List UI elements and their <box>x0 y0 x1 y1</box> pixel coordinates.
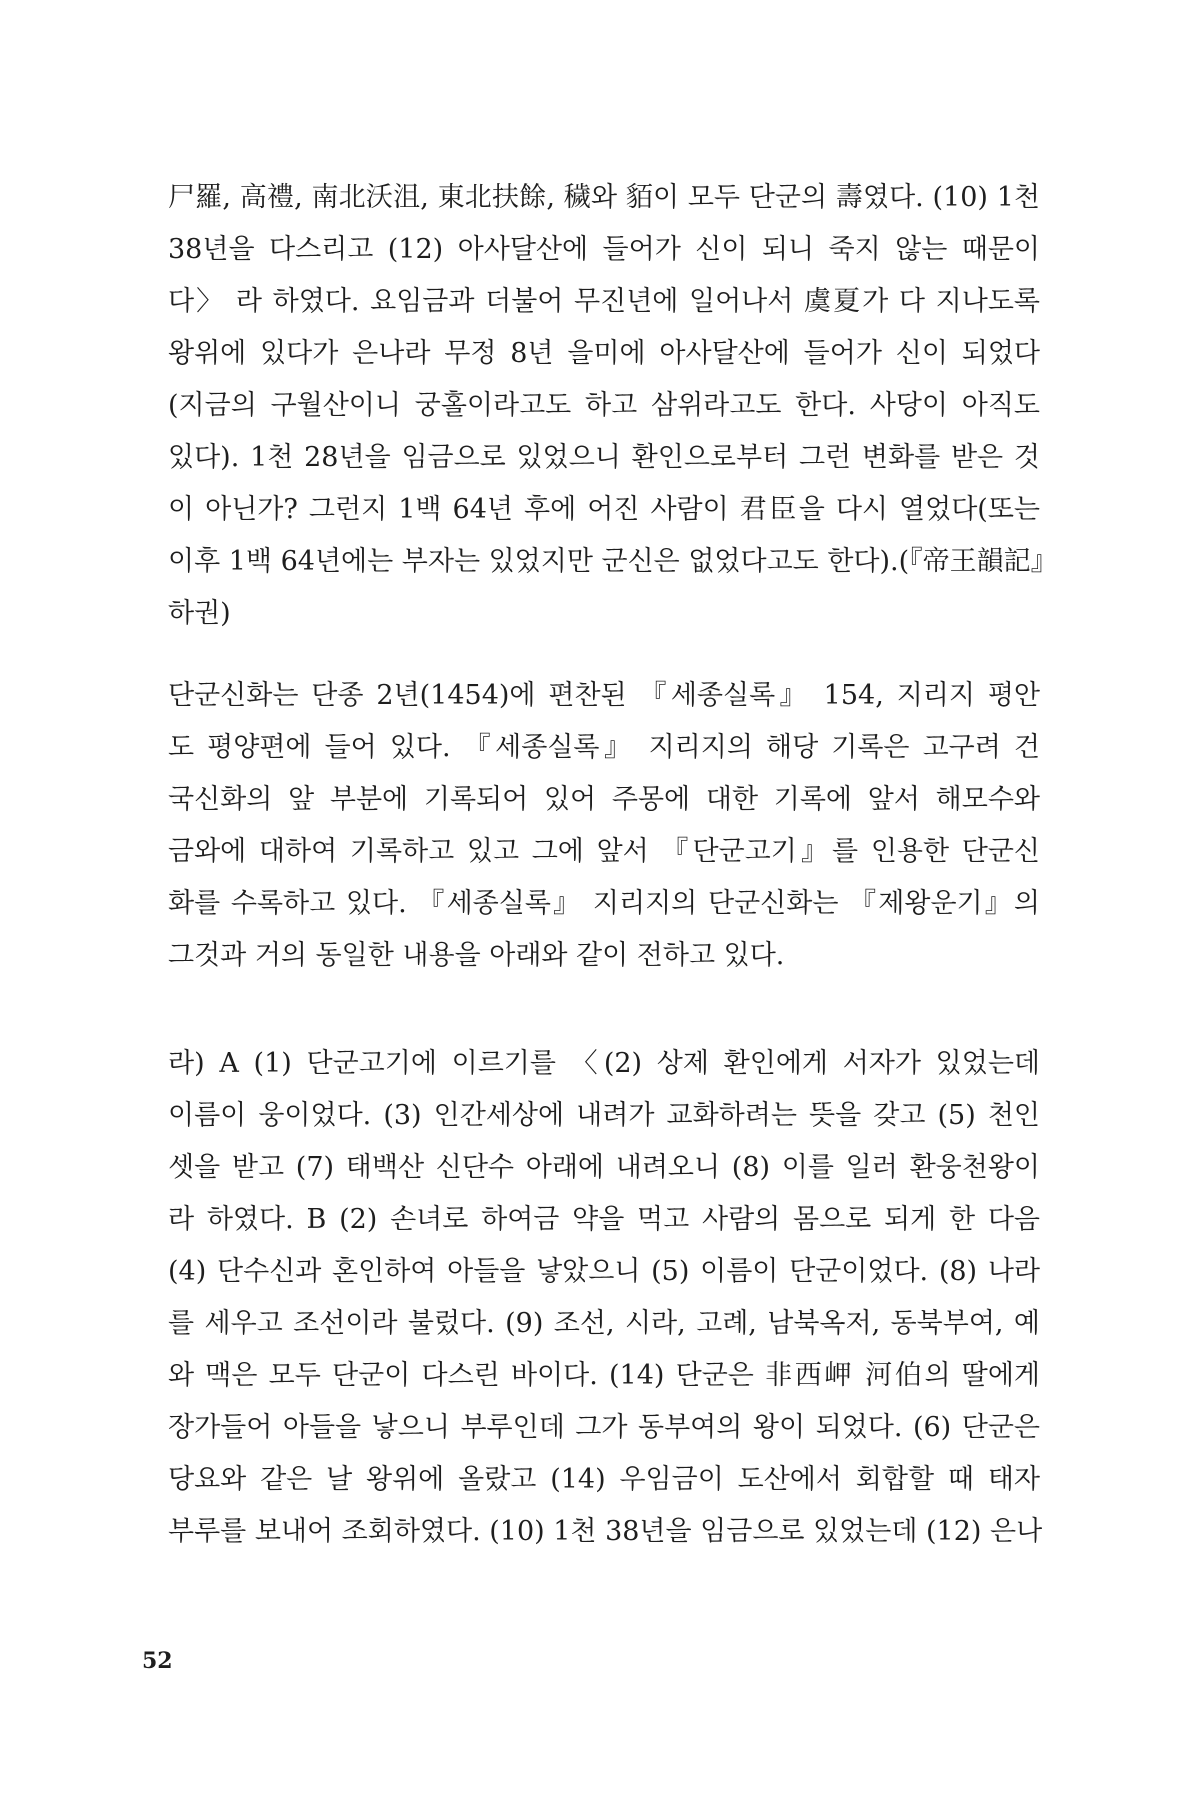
paragraph-jewang-ungi-continuation <box>168 172 1058 640</box>
text-line: 다〉 라 하였다. 요임금과 더불어 무진년에 일어나서 虞夏가 다 지나도록 <box>168 286 1040 317</box>
text-line: 하권) <box>168 598 231 629</box>
text-line: 왕위에 있다가 은나라 무정 8년 을미에 아사달산에 들어가 신이 되었다 <box>168 338 1040 369</box>
text-line: 단군신화는 단종 2년(1454)에 편찬된 『세종실록』 154, 지리지 평안 <box>168 680 1040 711</box>
text-line: 38년을 다스리고 (12) 아사달산에 들어가 신이 되니 죽지 않는 때문이 <box>168 234 1040 265</box>
text-line: 라 하였다. B (2) 손녀로 하여금 약을 먹고 사람의 몸으로 되게 한 다음 <box>168 1204 1040 1235</box>
text-line: 셋을 받고 (7) 태백산 신단수 아래에 내려오니 (8) 이를 일러 환웅천왕이 <box>168 1152 1040 1183</box>
page-number: 52 <box>142 1648 173 1674</box>
text-line: 와 맥은 모두 단군이 다스린 바이다. (14) 단군은 非西岬 河伯의 딸에게 <box>168 1360 1040 1391</box>
paragraph-quotation-ra <box>168 1038 1043 1558</box>
text-line: 를 세우고 조선이라 불렀다. (9) 조선, 시라, 고례, 남북옥저, 동북부여, 예 <box>168 1308 1040 1339</box>
text-line: 라) A (1) 단군고기에 이르기를 〈(2) 상제 환인에게 서자가 있었는데 <box>168 1048 1040 1079</box>
text-line: 그것과 거의 동일한 내용을 아래와 같이 전하고 있다. <box>168 940 785 971</box>
text-line: 화를 수록하고 있다. 『세종실록』 지리지의 단군신화는 『제왕운기』의 <box>168 888 1040 919</box>
text-line: 장가들어 아들을 낳으니 부루인데 그가 동부여의 왕이 되었다. (6) 단군은 <box>168 1412 1040 1443</box>
text-line: 당요와 같은 날 왕위에 올랐고 (14) 우임금이 도산에서 회합할 때 태자 <box>168 1464 1040 1495</box>
text-line: 부루를 보내어 조회하였다. (10) 1천 38년을 임금으로 있었는데 (12) 은나 <box>168 1516 1043 1547</box>
text-line: 도 평양편에 들어 있다. 『세종실록』 지리지의 해당 기록은 고구려 건 <box>168 732 1040 763</box>
text-line: 이후 1백 64년에는 부자는 있었지만 군신은 없었다고도 한다).(『帝王韻記』 <box>168 546 1058 577</box>
text-line: 있다). 1천 28년을 임금으로 있었으니 환인으로부터 그런 변화를 받은 것 <box>168 442 1040 473</box>
text-line: 이 아닌가? 그런지 1백 64년 후에 어진 사람이 君臣을 다시 열었다(또는 <box>168 494 1040 525</box>
text-line: 금와에 대하여 기록하고 있고 그에 앞서 『단군고기』를 인용한 단군신 <box>168 836 1040 867</box>
text-line: 국신화의 앞 부분에 기록되어 있어 주몽에 대한 기록에 앞서 해모수와 <box>168 784 1040 815</box>
text-line: (4) 단수신과 혼인하여 아들을 낳았으니 (5) 이름이 단군이었다. (8) 나라 <box>168 1256 1040 1287</box>
text-line: (지금의 구월산이니 궁홀이라고도 하고 삼위라고도 한다. 사당이 아직도 <box>168 390 1040 421</box>
text-line: 이름이 웅이었다. (3) 인간세상에 내려가 교화하려는 뜻을 갖고 (5) 천인 <box>168 1100 1040 1131</box>
text-line: 尸羅, 高禮, 南北沃沮, 東北扶餘, 穢와 貊이 모두 단군의 壽였다. (10) 1천 <box>168 182 1040 213</box>
paragraph-sejong-sillok-intro <box>168 670 1040 982</box>
